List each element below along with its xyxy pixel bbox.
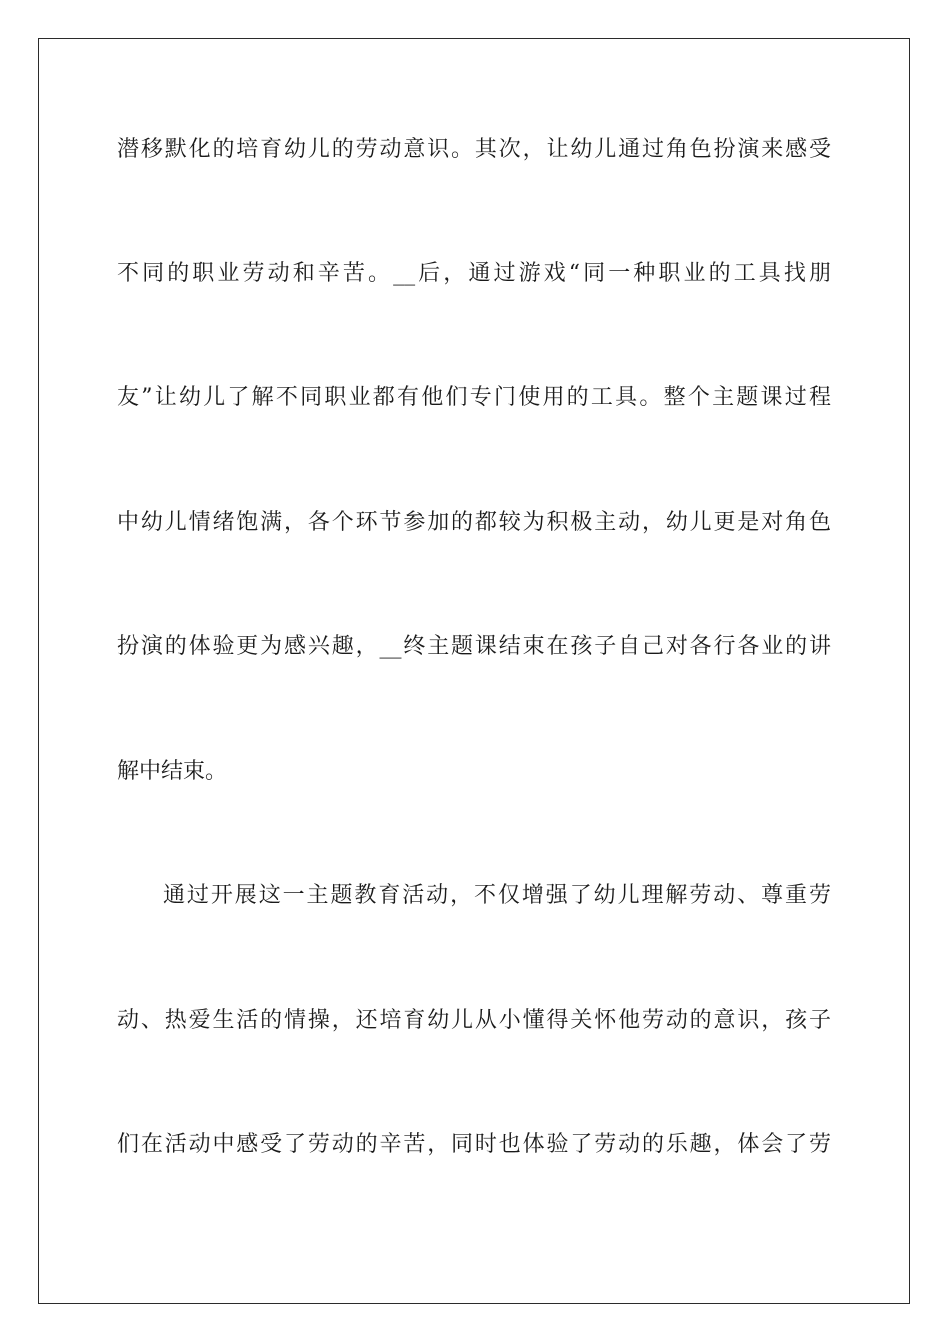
paragraph-line: 动、热爱生活的情操，还培育幼儿从小懂得关怀他劳动的意识，孩子 <box>117 1008 831 1033</box>
paragraph-line: 解中结束。 <box>117 759 228 784</box>
paragraph-line: 扮演的体验更为感兴趣，__终主题课结束在孩子自己对各行各业的讲 <box>117 634 831 659</box>
paragraph-line: 潜移默化的培育幼儿的劳动意识。其次，让幼儿通过角色扮演来感受 <box>117 137 831 162</box>
paragraph-line: 友”让幼儿了解不同职业都有他们专门使用的工具。整个主题课过程 <box>117 385 831 410</box>
paragraph-line: 通过开展这一主题教育活动，不仅增强了幼儿理解劳动、尊重劳 <box>163 883 831 908</box>
page-border <box>38 38 910 1304</box>
paragraph-line: 中幼儿情绪饱满，各个环节参加的都较为积极主动，幼儿更是对角色 <box>117 510 831 535</box>
paragraph-line: 们在活动中感受了劳动的辛苦，同时也体验了劳动的乐趣，体会了劳 <box>117 1132 831 1157</box>
paragraph-line: 不同的职业劳动和辛苦。__后，通过游戏“同一种职业的工具找朋 <box>117 261 831 286</box>
